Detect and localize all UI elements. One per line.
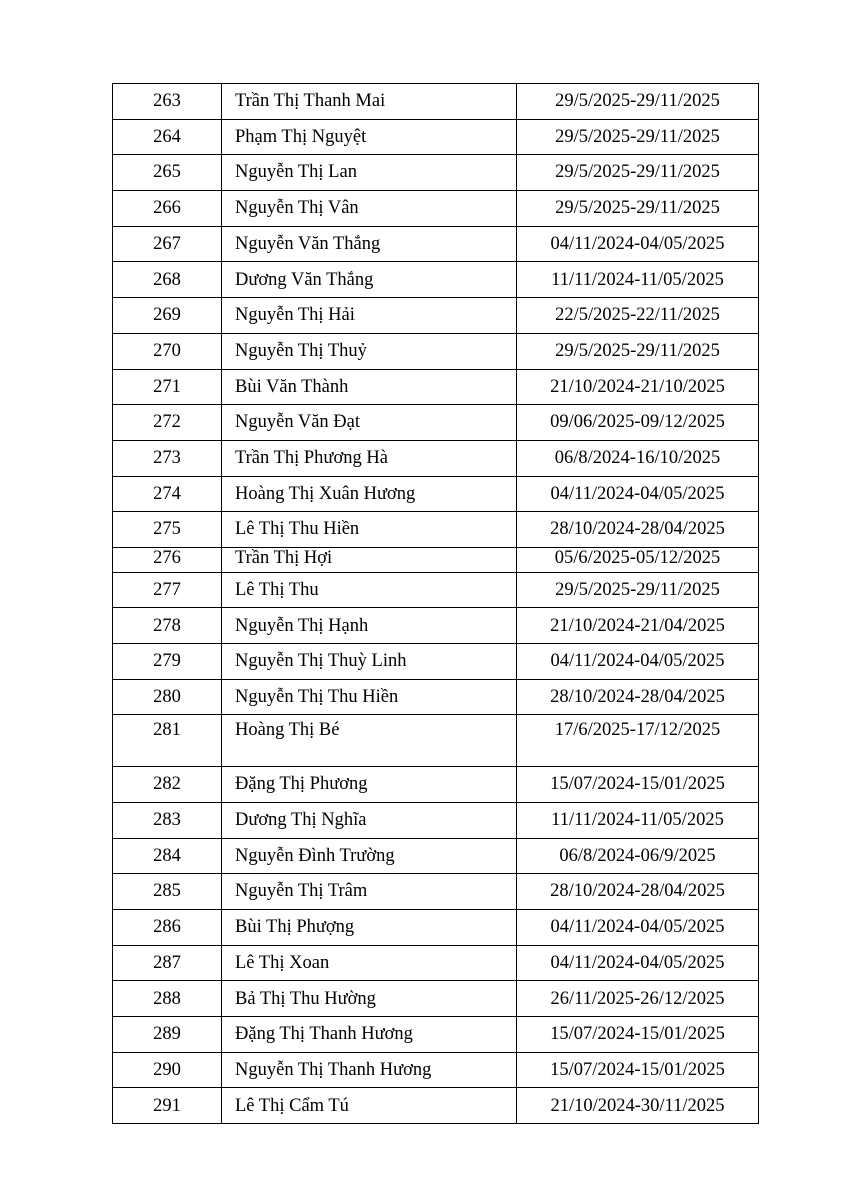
person-name: Lê Thị Cẩm Tú (222, 1088, 517, 1124)
person-name: Trần Thị Phương Hà (222, 440, 517, 476)
person-name: Nguyễn Thị Thuỳ Linh (222, 644, 517, 680)
row-number: 263 (113, 84, 222, 120)
table-row (113, 226, 759, 262)
person-name: Nguyễn Thị Thu Hiền (222, 679, 517, 715)
table-row (113, 191, 759, 227)
row-number: 269 (113, 298, 222, 334)
table-row (113, 874, 759, 910)
date-range: 09/06/2025-09/12/2025 (517, 405, 759, 441)
date-range: 29/5/2025-29/11/2025 (517, 84, 759, 120)
date-range: 15/07/2024-15/01/2025 (517, 1017, 759, 1053)
row-number: 283 (113, 802, 222, 838)
row-number: 273 (113, 440, 222, 476)
date-range: 28/10/2024-28/04/2025 (517, 512, 759, 548)
row-number: 264 (113, 119, 222, 155)
row-number: 282 (113, 767, 222, 803)
table-row (113, 369, 759, 405)
table-row (113, 547, 759, 572)
person-name: Đặng Thị Phương (222, 767, 517, 803)
table-row (113, 440, 759, 476)
date-range: 04/11/2024-04/05/2025 (517, 910, 759, 946)
row-number: 287 (113, 945, 222, 981)
table-row (113, 155, 759, 191)
table-row (113, 767, 759, 803)
date-range: 04/11/2024-04/05/2025 (517, 476, 759, 512)
row-number: 275 (113, 512, 222, 548)
date-range: 15/07/2024-15/01/2025 (517, 1052, 759, 1088)
row-number: 291 (113, 1088, 222, 1124)
date-range: 04/11/2024-04/05/2025 (517, 945, 759, 981)
person-name: Nguyễn Thị Hạnh (222, 608, 517, 644)
date-range: 21/10/2024-21/10/2025 (517, 369, 759, 405)
date-range: 06/8/2024-16/10/2025 (517, 440, 759, 476)
row-number: 265 (113, 155, 222, 191)
table-row (113, 910, 759, 946)
person-name: Bùi Thị Phượng (222, 910, 517, 946)
date-range: 22/5/2025-22/11/2025 (517, 298, 759, 334)
table-row (113, 715, 759, 767)
date-range: 04/11/2024-04/05/2025 (517, 226, 759, 262)
table-row (113, 1052, 759, 1088)
table-row (113, 802, 759, 838)
person-name: Nguyễn Văn Đạt (222, 405, 517, 441)
table-row (113, 679, 759, 715)
date-range: 21/10/2024-21/04/2025 (517, 608, 759, 644)
person-name: Lê Thị Xoan (222, 945, 517, 981)
person-name: Nguyễn Thị Thuỷ (222, 333, 517, 369)
row-number: 284 (113, 838, 222, 874)
date-range: 04/11/2024-04/05/2025 (517, 644, 759, 680)
date-range: 11/11/2024-11/05/2025 (517, 262, 759, 298)
row-number: 289 (113, 1017, 222, 1053)
date-range: 26/11/2025-26/12/2025 (517, 981, 759, 1017)
row-number: 279 (113, 644, 222, 680)
date-range: 28/10/2024-28/04/2025 (517, 679, 759, 715)
table-row (113, 333, 759, 369)
table-row (113, 608, 759, 644)
date-range: 05/6/2025-05/12/2025 (517, 547, 759, 572)
row-number: 272 (113, 405, 222, 441)
date-range: 21/10/2024-30/11/2025 (517, 1088, 759, 1124)
row-number: 278 (113, 608, 222, 644)
row-number: 270 (113, 333, 222, 369)
table-row (113, 572, 759, 608)
person-name: Nguyễn Thị Thanh Hương (222, 1052, 517, 1088)
person-name: Dương Thị Nghĩa (222, 802, 517, 838)
date-range: 29/5/2025-29/11/2025 (517, 155, 759, 191)
row-number: 288 (113, 981, 222, 1017)
row-number: 285 (113, 874, 222, 910)
row-number: 280 (113, 679, 222, 715)
table-row (113, 1088, 759, 1124)
date-range: 28/10/2024-28/04/2025 (517, 874, 759, 910)
person-name: Nguyễn Văn Thắng (222, 226, 517, 262)
person-name: Lê Thị Thu Hiền (222, 512, 517, 548)
person-name: Phạm Thị Nguyệt (222, 119, 517, 155)
table-row (113, 644, 759, 680)
person-name: Nguyễn Thị Trâm (222, 874, 517, 910)
table-row (113, 1017, 759, 1053)
person-name: Nguyễn Thị Lan (222, 155, 517, 191)
person-name: Nguyễn Thị Vân (222, 191, 517, 227)
table-row (113, 84, 759, 120)
date-range: 29/5/2025-29/11/2025 (517, 333, 759, 369)
table-row (113, 476, 759, 512)
date-range: 29/5/2025-29/11/2025 (517, 119, 759, 155)
person-name: Lê Thị Thu (222, 572, 517, 608)
table-row (113, 512, 759, 548)
row-number: 268 (113, 262, 222, 298)
person-name: Dương Văn Thắng (222, 262, 517, 298)
row-number: 274 (113, 476, 222, 512)
row-number: 281 (113, 715, 222, 767)
date-range: 29/5/2025-29/11/2025 (517, 572, 759, 608)
person-name: Hoàng Thị Xuân Hương (222, 476, 517, 512)
person-name: Bả Thị Thu Hường (222, 981, 517, 1017)
person-name: Nguyễn Đình Trường (222, 838, 517, 874)
date-range: 15/07/2024-15/01/2025 (517, 767, 759, 803)
table-row (113, 981, 759, 1017)
table-row (113, 262, 759, 298)
table-row (113, 119, 759, 155)
row-number: 290 (113, 1052, 222, 1088)
row-number: 271 (113, 369, 222, 405)
row-number: 266 (113, 191, 222, 227)
person-name: Hoàng Thị Bé (222, 715, 517, 767)
roster-table (112, 83, 759, 1124)
table-row (113, 298, 759, 334)
row-number: 277 (113, 572, 222, 608)
row-number: 276 (113, 547, 222, 572)
person-name: Nguyễn Thị Hải (222, 298, 517, 334)
date-range: 29/5/2025-29/11/2025 (517, 191, 759, 227)
table-row (113, 405, 759, 441)
date-range: 06/8/2024-06/9/2025 (517, 838, 759, 874)
person-name: Trần Thị Hợi (222, 547, 517, 572)
person-name: Đặng Thị Thanh Hương (222, 1017, 517, 1053)
person-name: Bùi Văn Thành (222, 369, 517, 405)
table-row (113, 838, 759, 874)
date-range: 11/11/2024-11/05/2025 (517, 802, 759, 838)
row-number: 286 (113, 910, 222, 946)
person-name: Trần Thị Thanh Mai (222, 84, 517, 120)
date-range: 17/6/2025-17/12/2025 (517, 715, 759, 767)
row-number: 267 (113, 226, 222, 262)
table-row (113, 945, 759, 981)
